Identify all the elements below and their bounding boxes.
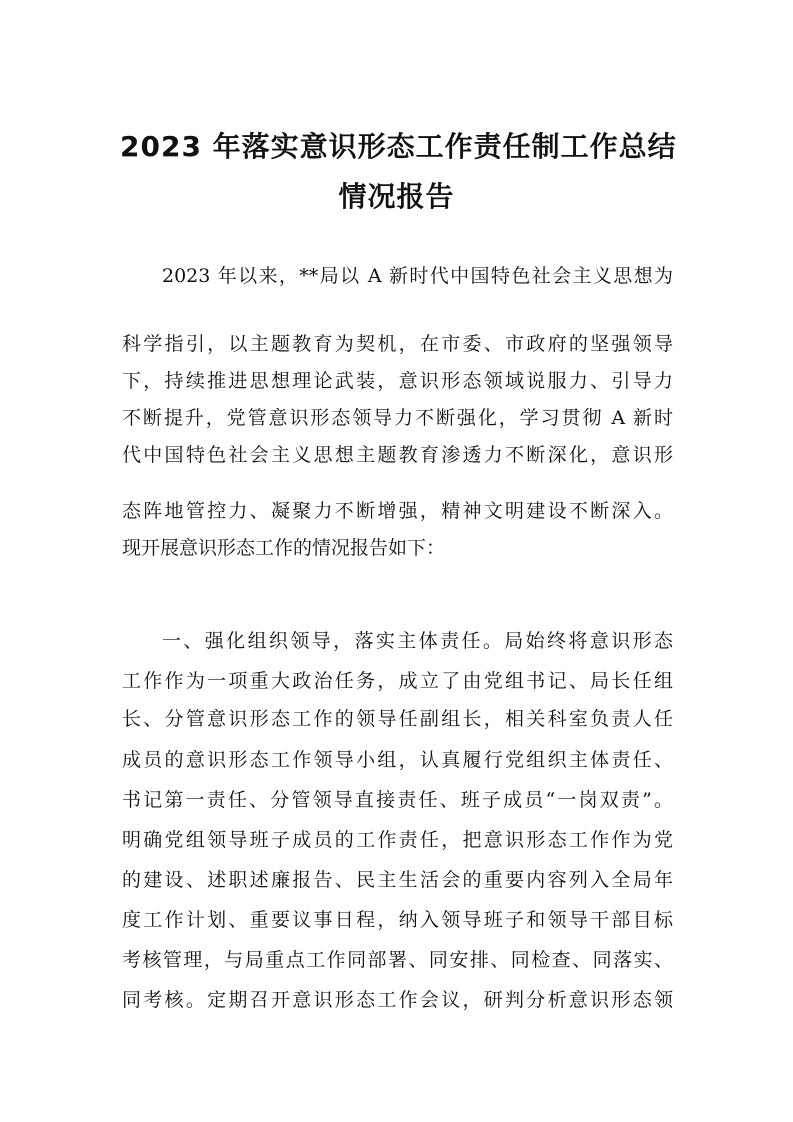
paragraph-line: 的建设、述职述廉报告、民主生活会的重要内容列入全局年 xyxy=(122,869,673,891)
paragraph-line: 同考核。定期召开意识形态工作会议，研判分析意识形态领 xyxy=(122,989,673,1011)
paragraph-line: 现开展意识形态工作的情况报告如下： xyxy=(122,537,446,559)
paragraph-line: 态阵地管控力、凝聚力不断增强，精神文明建设不断深入。 xyxy=(122,500,673,522)
paragraph-line: 下，持续推进思想理论武装，意识形态领域说服力、引导力 xyxy=(122,370,673,392)
paragraph-line: 长、分管意识形态工作的领导任副组长，相关科室负责人任 xyxy=(122,708,673,730)
paragraph-line: 书记第一责任、分管领导直接责任、班子成员“一岗双责”。 xyxy=(122,789,673,811)
paragraph-line: 代中国特色社会主义思想主题教育渗透力不断深化，意识形 xyxy=(122,444,673,466)
document-title-line-2: 情况报告 xyxy=(338,180,455,213)
paragraph-line: 一、强化组织领导，落实主体责任。局始终将意识形态 xyxy=(162,630,673,652)
paragraph-line: 工作作为一项重大政治任务，成立了由党组书记、局长任组 xyxy=(122,670,673,692)
paragraph-line: 2023 年以来，**局以 A 新时代中国特色社会主义思想为 xyxy=(162,265,673,287)
paragraph-line: 度工作计划、重要议事日程，纳入领导班子和领导干部目标 xyxy=(122,909,673,931)
paragraph-line: 不断提升，党管意识形态领导力不断强化，学习贯彻 A 新时 xyxy=(122,407,673,429)
paragraph-line: 明确党组领导班子成员的工作责任，把意识形态工作作为党 xyxy=(122,829,673,851)
paragraph-line: 成员的意识形态工作领导小组，认真履行党组织主体责任、 xyxy=(122,749,673,771)
paragraph-line: 考核管理，与局重点工作同部署、同安排、同检查、同落实、 xyxy=(122,949,673,971)
paragraph-line: 科学指引，以主题教育为契机，在市委、市政府的坚强领导 xyxy=(122,333,673,355)
document-title-line-1: 2023 年落实意识形态工作责任制工作总结 xyxy=(120,130,677,163)
